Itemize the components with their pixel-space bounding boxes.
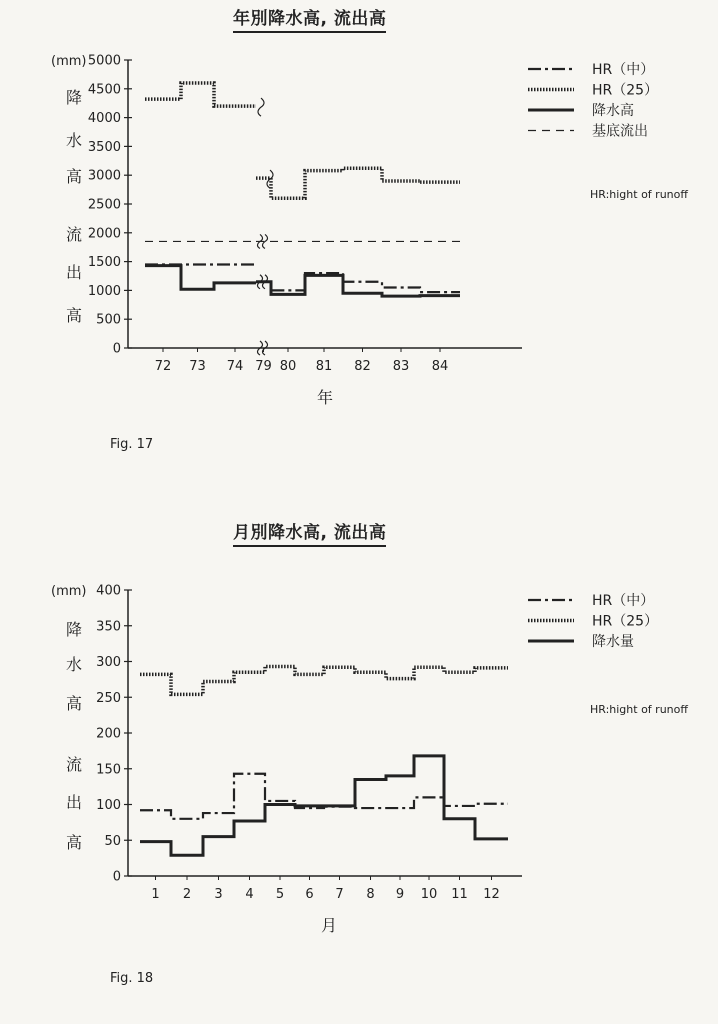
y-axis-label-char: 高 — [65, 167, 83, 186]
y-axis-label-char: 出 — [65, 263, 83, 282]
x-tick-label: 3 — [214, 887, 223, 902]
y-axis-label-char: 降 — [65, 620, 83, 639]
y-unit-label: (mm) — [51, 584, 87, 599]
x-axis-label: 月 — [320, 916, 338, 935]
y-tick-label: 0 — [112, 869, 121, 885]
fig18-title: 月別降水高, 流出高 — [233, 518, 386, 547]
y-axis-label-char: 降 — [65, 88, 83, 107]
x-axis-label: 年 — [316, 388, 334, 407]
y-tick-label: 100 — [96, 798, 121, 813]
y-tick-label: 3500 — [87, 139, 121, 155]
y-tick-label: 5000 — [87, 53, 121, 69]
y-axis-label-char: 流 — [65, 225, 83, 244]
y-tick-label: 50 — [104, 833, 121, 849]
x-tick-label: 73 — [189, 359, 206, 374]
legend-label: 降水高 — [592, 103, 634, 119]
series-1-line-0 — [140, 667, 508, 695]
legend-label: HR（中） — [592, 593, 655, 609]
y-axis-label-char: 流 — [65, 755, 83, 774]
x-tick-label: 11 — [451, 887, 468, 902]
fig18-caption: Fig. 18 — [110, 971, 154, 986]
y-tick-label: 0 — [112, 341, 121, 357]
legend-label: HR（25） — [592, 613, 659, 630]
x-tick-label: 84 — [431, 359, 449, 374]
y-tick-label: 300 — [96, 655, 121, 670]
x-tick-label: 8 — [366, 887, 375, 902]
y-axis-label-char: 高 — [65, 833, 83, 852]
y-tick-label: 350 — [96, 619, 121, 635]
y-tick-label: 500 — [96, 312, 121, 328]
y-axis-label-char: 水 — [65, 131, 83, 150]
series-0-line-0 — [140, 774, 508, 819]
y-axis-label-char: 水 — [65, 655, 83, 674]
fig17-title: 年別降水高, 流出高 — [233, 4, 386, 33]
x-tick-label: 2 — [182, 887, 192, 902]
y-unit-label: (mm) — [51, 54, 87, 69]
x-tick-label: 81 — [315, 359, 333, 374]
x-tick-label: 80 — [279, 359, 297, 374]
y-axis-label-char: 高 — [65, 306, 83, 325]
series-0-line-1 — [256, 273, 460, 292]
fig17-chart — [0, 30, 718, 460]
legend-label: HR（中） — [592, 62, 655, 78]
y-tick-label: 2500 — [87, 197, 121, 213]
y-axis-label-char: 出 — [65, 793, 83, 812]
x-tick-label: 82 — [354, 359, 371, 374]
series-1-line-0 — [145, 83, 256, 106]
x-tick-label: 7 — [335, 887, 344, 902]
hr-note: HR:hight of runoff — [590, 703, 688, 716]
y-axis-label-char: 高 — [65, 694, 83, 713]
series-2-line-0 — [145, 266, 256, 290]
x-tick-label: 1 — [151, 887, 160, 902]
y-tick-label: 150 — [96, 762, 121, 778]
x-tick-label: 79 — [255, 359, 272, 374]
x-tick-label: 6 — [305, 887, 314, 902]
x-tick-label: 4 — [245, 887, 254, 902]
fig18-chart — [0, 545, 718, 975]
legend-label: 降水量 — [592, 634, 634, 650]
series-2-line-0 — [140, 756, 508, 855]
y-tick-label: 200 — [96, 726, 121, 742]
legend-label: 基底流出 — [592, 123, 648, 140]
y-tick-label: 4000 — [87, 111, 121, 127]
y-tick-label: 4500 — [87, 82, 121, 98]
axis-break-mark — [258, 98, 264, 116]
x-tick-label: 9 — [395, 887, 405, 902]
legend-label: HR（25） — [592, 82, 659, 99]
fig17-caption: Fig. 17 — [110, 437, 154, 452]
x-tick-label: 12 — [483, 887, 500, 902]
y-tick-label: 1500 — [87, 255, 121, 271]
x-tick-label: 83 — [392, 359, 410, 374]
y-tick-label: 3000 — [87, 168, 121, 184]
x-tick-label: 74 — [226, 359, 244, 374]
x-tick-label: 10 — [420, 887, 438, 902]
series-1-line-1 — [256, 168, 460, 198]
y-tick-label: 400 — [96, 583, 121, 599]
y-tick-label: 1000 — [87, 283, 121, 299]
x-tick-label: 5 — [275, 887, 285, 902]
y-tick-label: 250 — [96, 690, 121, 706]
hr-note: HR:hight of runoff — [590, 188, 688, 201]
x-tick-label: 72 — [154, 359, 172, 374]
y-tick-label: 2000 — [87, 226, 121, 242]
